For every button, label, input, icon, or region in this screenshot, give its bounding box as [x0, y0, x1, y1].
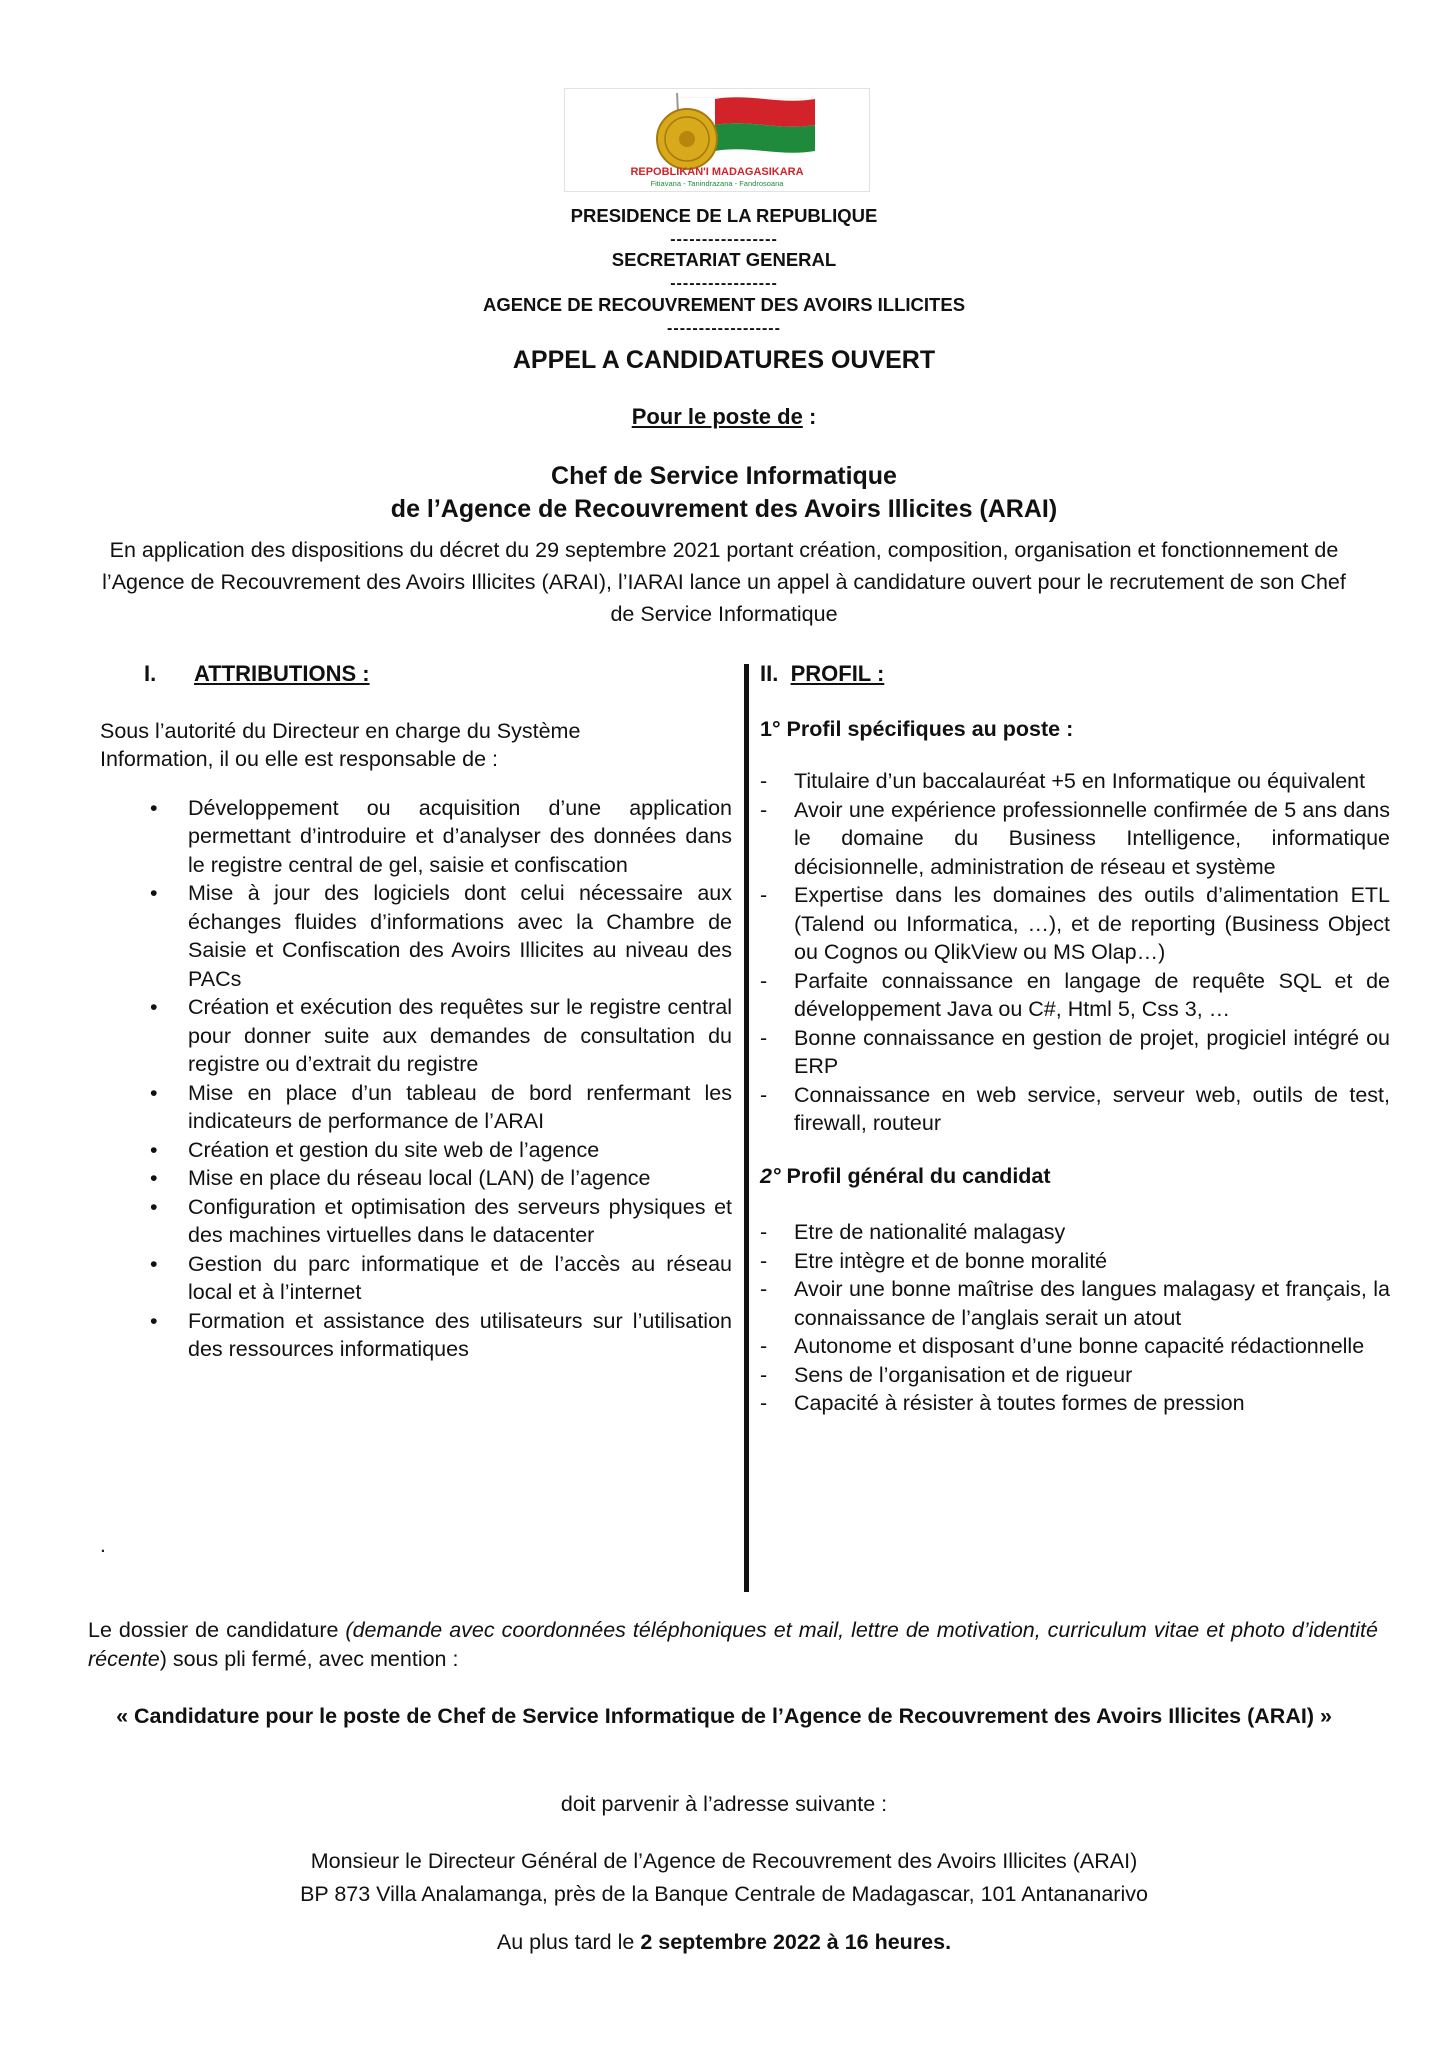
doit-parvenir: doit parvenir à l’adresse suivante : — [560, 1792, 888, 1816]
general-profile-item — [760, 1218, 1390, 1247]
specific-profile-item-marker: - — [760, 1082, 768, 1107]
attribution-item-marker: • — [150, 1194, 158, 1219]
specific-profile-item-marker: - — [760, 968, 768, 993]
general-profile-item-text: Etre de nationalité malagasy — [794, 1220, 1066, 1244]
specific-profile-item-text: Avoir une expérience professionnelle confirmée de 5 ans dans le domaine du Business Intelligence, informatique décisionnelle, administration de réseau et système — [794, 797, 1390, 879]
column-divider — [744, 664, 749, 1592]
page-title: APPEL A CANDIDATURES OUVERT — [512, 346, 936, 374]
application-mention: « Candidature pour le poste de Chef de Service Informatique de l’Agence de Recouvrement des Avoirs Illicites (ARAI) » — [116, 1704, 1332, 1728]
specific-profile-item — [760, 1024, 1390, 1081]
general-profile-item — [760, 1389, 1390, 1418]
general-profile-item — [760, 1361, 1390, 1390]
general-profile-item-marker: - — [760, 1220, 768, 1244]
specific-profile-item-text: Bonne connaissance en gestion de projet, progiciel intégré ou ERP — [794, 1025, 1390, 1078]
logo-text: REPOBLIKAN'I MADAGASIKARA — [630, 166, 804, 178]
trailing-dot: . — [100, 1534, 106, 1557]
attribution-item-text: Mise en place d’un tableau de bord renfermant les indicateurs de performance de l’ARAI — [188, 1080, 732, 1133]
dossier-details: (demande avec coordonnées téléphoniques et mail, lettre de motivation, curriculum vitae et photo d’identité récente — [88, 1618, 1378, 1671]
attribution-item-text: Gestion du parc informatique et de l’accès au réseau local et à l’internet — [188, 1251, 732, 1304]
attribution-item-marker: • — [150, 1080, 158, 1105]
specific-profile-item-text: Parfaite connaissance en langage de requête SQL et de développement Java ou C#, Html 5, Css 3, … — [794, 968, 1390, 1021]
general-profile-item-text: Autonome et disposant d’une bonne capacité rédactionnelle — [794, 1334, 1365, 1358]
job-title-line2: de l’Agence de Recouvrement des Avoirs Illicites (ARAI) — [390, 495, 1058, 523]
attribution-item-text: Mise à jour des logiciels dont celui nécessaire aux échanges fluides d’informations avec la Chambre de Saisie et Confiscation des Avoirs Illicites au niveau des PACs — [188, 881, 732, 991]
attribution-item-text: Développement ou acquisition d’une application permettant d’introduire et d’analyser des données dans le registre central de gel, saisie et confiscation — [188, 795, 732, 877]
presidence-line: PRESIDENCE DE LA REPUBLIQUE — [570, 205, 878, 226]
deadline — [88, 1928, 1360, 1957]
attribution-item-text: Formation et assistance des utilisateurs sur l’utilisation des ressources informatiques — [188, 1308, 732, 1361]
specific-profile-item — [760, 796, 1390, 882]
attribution-item-marker: • — [150, 1137, 158, 1162]
general-profile-item-marker: - — [760, 1248, 768, 1273]
deadline-prefix: Au plus tard le — [496, 1930, 641, 1954]
attribution-item — [100, 1136, 732, 1165]
attribution-item — [100, 1193, 732, 1250]
specific-profile-item-marker: - — [760, 1025, 768, 1050]
job-title-line1: Chef de Service Informatique — [551, 462, 897, 490]
attributions-heading — [100, 660, 732, 689]
coat-of-arms-logo — [564, 88, 870, 192]
separator: ----------------- — [670, 275, 778, 292]
attribution-item-text: Création et exécution des requêtes sur le registre central pour donner suite aux demandes de consultation du registre ou d’extrait du registre — [188, 995, 732, 1076]
agence-line: AGENCE DE RECOUVREMENT DES AVOIRS ILLICITES — [482, 294, 966, 315]
attributions-section — [100, 660, 732, 1364]
dossier-paragraph — [88, 1616, 1378, 1674]
section-number: I. — [144, 661, 157, 686]
attribution-item-text: Création et gestion du site web de l’agence — [188, 1137, 600, 1162]
attributions-list — [100, 794, 732, 1364]
attribution-item-marker: • — [150, 1251, 158, 1276]
section-number: II. — [760, 661, 779, 686]
attribution-item-marker: • — [150, 995, 158, 1019]
intro-paragraph: En application des dispositions du décret du 29 septembre 2021 portant création, composition, organisation et fonctionnement de l’Agence de Recouvrement des Avoirs Illicites (ARAI), l’IARAI lance un appel à candidature ouvert pour le recrutement de son Chef de Service Informatique — [102, 538, 1346, 626]
attribution-item-text: Mise en place du réseau local (LAN) de l’agence — [188, 1166, 651, 1190]
specific-profile-item-marker: - — [760, 797, 768, 822]
separator: ----------------- — [670, 231, 778, 248]
attributions-intro: Sous l’autorité du Directeur en charge du Système Information, il ou elle est responsable de : — [100, 718, 581, 771]
address-line2: BP 873 Villa Analamanga, près de la Banque Centrale de Madagascar, 101 Antananarivo — [300, 1882, 1148, 1906]
profil-title: PROFIL : — [790, 661, 885, 686]
attribution-item — [100, 1164, 732, 1193]
address-block — [88, 1845, 1360, 1911]
attribution-item-marker: • — [150, 795, 158, 820]
general-profile-label: Profil général du candidat — [780, 1163, 1051, 1188]
specific-profile-item — [760, 767, 1390, 796]
general-profile-title — [760, 1162, 1390, 1191]
job-title — [0, 460, 1448, 526]
specific-profile-item — [760, 881, 1390, 967]
attribution-item — [100, 794, 732, 880]
specific-profile-item-text: Expertise dans les domaines des outils d’alimentation ETL (Talend ou Informatica, …), et de reporting (Business Object ou Cognos ou QlikView ou MS Olap…) — [794, 883, 1390, 964]
general-profile-item-text: Capacité à résister à toutes formes de pression — [794, 1391, 1245, 1415]
general-profile-item-marker: - — [760, 1391, 768, 1415]
general-profile-item-marker: - — [760, 1277, 768, 1301]
general-profile-number: 2° — [760, 1163, 781, 1188]
general-profile-item-text: Etre intègre et de bonne moralité — [794, 1248, 1108, 1273]
secretariat-line: SECRETARIAT GENERAL — [611, 249, 837, 270]
attribution-item-marker: • — [150, 1308, 158, 1333]
general-profile-item-text: Sens de l’organisation et de rigueur — [794, 1362, 1133, 1387]
specific-profile-item-marker: - — [760, 883, 768, 907]
attribution-item-marker: • — [150, 1166, 158, 1190]
specific-profile-item — [760, 1081, 1390, 1138]
profil-heading — [760, 660, 1390, 689]
specific-profile-item-marker: - — [760, 769, 768, 793]
attribution-item — [100, 879, 732, 993]
general-profile-item-marker: - — [760, 1362, 768, 1387]
general-profile-list — [760, 1218, 1390, 1418]
specific-profile-title: 1° Profil spécifiques au poste : — [760, 716, 1074, 741]
pour-le-poste-label: Pour le poste de — [631, 404, 803, 429]
general-profile-item — [760, 1275, 1390, 1332]
logo-motto: Fitiavana - Tanindrazana - Fandrosoana — [650, 179, 784, 188]
general-profile-item-text: Avoir une bonne maîtrise des langues malagasy et français, la connaissance de l’anglais serait un atout — [794, 1277, 1390, 1330]
pour-colon: : — [802, 404, 817, 429]
deadline-date: 2 septembre 2022 à 16 heures. — [640, 1930, 952, 1954]
attribution-item-text: Configuration et optimisation des serveurs physiques et des machines virtuelles dans le datacenter — [188, 1194, 732, 1247]
specific-profile-item — [760, 967, 1390, 1024]
attribution-item — [100, 993, 732, 1079]
general-profile-item — [760, 1247, 1390, 1276]
attributions-title: ATTRIBUTIONS : — [194, 661, 370, 686]
pour-le-poste — [0, 404, 1448, 430]
attribution-item — [100, 1079, 732, 1136]
attribution-item — [100, 1250, 732, 1307]
specific-profile-list — [760, 767, 1390, 1138]
specific-profile-item-text: Connaissance en web service, serveur web, outils de test, firewall, routeur — [794, 1082, 1390, 1135]
attribution-item-marker: • — [150, 881, 158, 905]
profil-section — [760, 660, 1390, 1418]
general-profile-item — [760, 1332, 1390, 1361]
dossier-start: Le dossier de candidature — [88, 1618, 346, 1642]
specific-profile-item-text: Titulaire d’un baccalauréat +5 en Informatique ou équivalent — [794, 769, 1366, 793]
attribution-item — [100, 1307, 732, 1364]
general-profile-item-marker: - — [760, 1334, 768, 1358]
separator: ------------------ — [667, 320, 781, 337]
address-line1: Monsieur le Directeur Général de l’Agence de Recouvrement des Avoirs Illicites (ARAI) — [310, 1849, 1138, 1873]
dossier-end: ) sous pli fermé, avec mention : — [159, 1647, 459, 1671]
